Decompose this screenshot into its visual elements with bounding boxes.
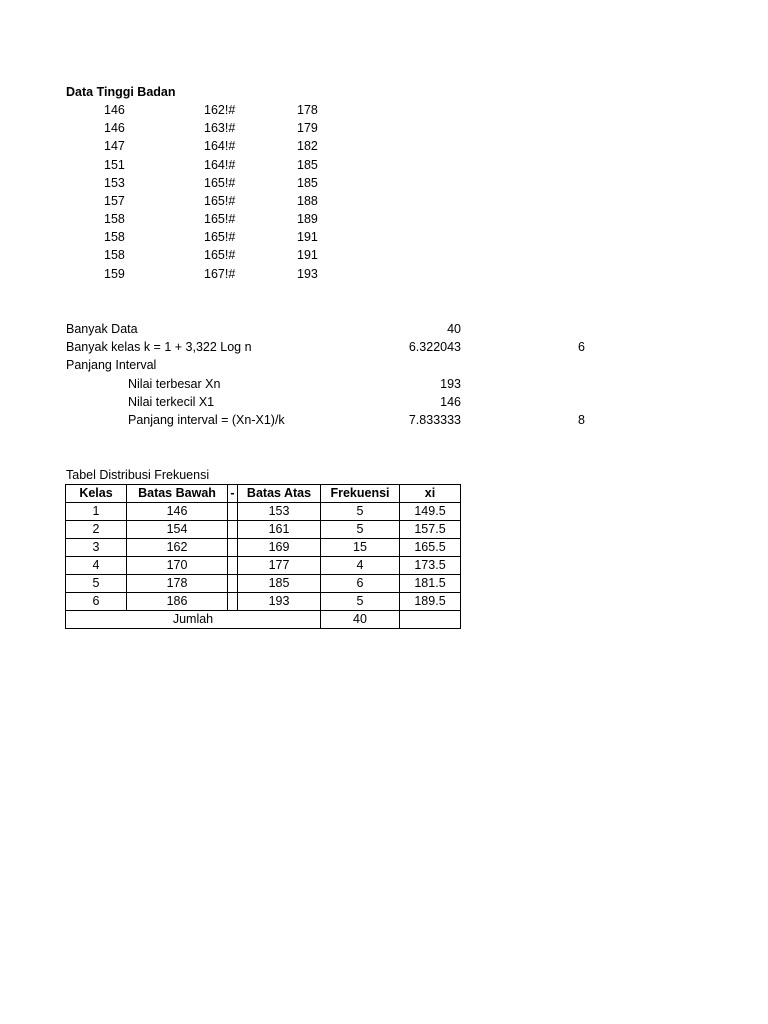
cell-batas-bawah: 186 [127,593,228,611]
data-cell: 191 [297,248,318,262]
cell-frekuensi: 5 [321,521,400,539]
data-cell: 164!# [204,158,236,172]
data-cell: 162!# [204,103,236,117]
data-cell: 178 [297,103,318,117]
table-total-row [66,611,461,629]
data-cell: 179 [297,121,318,135]
data-cell: 165!# [204,176,236,190]
data-cell: 165!# [204,248,236,262]
cell-batas-atas: 185 [238,575,321,593]
cell-kelas: 1 [66,503,127,521]
nilai-terbesar-value: 193 [440,377,461,391]
header-batas-atas: Batas Atas [238,485,321,503]
data-cell: 158 [104,230,125,244]
cell-batas-atas: 169 [238,539,321,557]
banyak-data-value: 40 [447,322,461,336]
panjang-interval-label: Panjang Interval [66,358,157,372]
cell-batas-atas: 161 [238,521,321,539]
data-cell: 185 [297,158,318,172]
cell-xi: 181.5 [400,575,461,593]
cell-xi: 173.5 [400,557,461,575]
rumus-value: 7.833333 [408,413,461,427]
data-cell: 165!# [204,212,236,226]
cell-batas-atas: 193 [238,593,321,611]
cell-jumlah-label: Jumlah [66,611,321,629]
header-frekuensi: Frekuensi [321,485,400,503]
cell-kelas: 4 [66,557,127,575]
cell-xi: 165.5 [400,539,461,557]
data-cell: 159 [104,267,125,281]
banyak-kelas-value: 6.322043 [408,340,461,354]
header-batas-bawah: Batas Bawah [127,485,228,503]
cell-jumlah-value: 40 [321,611,400,629]
cell-frekuensi: 15 [321,539,400,557]
header-dash: - [228,485,238,503]
data-cell: 165!# [204,230,236,244]
data-cell: 165!# [204,194,236,208]
header-xi: xi [400,485,461,503]
table-row [66,575,461,593]
freq-table-title: Tabel Distribusi Frekuensi [66,468,210,482]
data-cell: 164!# [204,139,236,153]
cell-xi: 189.5 [400,593,461,611]
table-row [66,593,461,611]
table-row [66,521,461,539]
cell-batas-bawah: 154 [127,521,228,539]
cell-kelas: 3 [66,539,127,557]
data-cell: 158 [104,248,125,262]
cell-xi: 157.5 [400,521,461,539]
cell-frekuensi: 5 [321,503,400,521]
data-cell: 153 [104,176,125,190]
data-cell: 146 [104,103,125,117]
rumus-label: Panjang interval = (Xn-X1)/k [128,413,285,427]
cell-kelas: 2 [66,521,127,539]
data-cell: 188 [297,194,318,208]
cell-batas-bawah: 178 [127,575,228,593]
data-cell: 158 [104,212,125,226]
banyak-data-label: Banyak Data [66,322,138,336]
cell-batas-bawah: 162 [127,539,228,557]
frequency-table [65,484,461,629]
rumus-rounded: 8 [578,413,585,427]
table-row [66,557,461,575]
data-cell: 193 [297,267,318,281]
header-kelas: Kelas [66,485,127,503]
banyak-kelas-rounded: 6 [578,340,585,354]
data-cell: 157 [104,194,125,208]
cell-dash [228,593,238,611]
cell-frekuensi: 4 [321,557,400,575]
table-row [66,503,461,521]
nilai-terkecil-value: 146 [440,395,461,409]
cell-kelas: 5 [66,575,127,593]
cell-frekuensi: 5 [321,593,400,611]
data-cell: 191 [297,230,318,244]
data-cell: 146 [104,121,125,135]
data-cell: 147 [104,139,125,153]
cell-batas-atas: 177 [238,557,321,575]
cell-dash [228,503,238,521]
data-cell: 189 [297,212,318,226]
banyak-kelas-label: Banyak kelas k = 1 + 3,322 Log n [66,340,252,354]
cell-xi: 149.5 [400,503,461,521]
cell-dash [228,521,238,539]
data-cell: 151 [104,158,125,172]
cell-dash [228,539,238,557]
nilai-terkecil-label: Nilai terkecil X1 [128,395,215,409]
cell-dash [228,575,238,593]
cell-frekuensi: 6 [321,575,400,593]
data-cell: 163!# [204,121,236,135]
nilai-terbesar-label: Nilai terbesar Xn [128,377,221,391]
data-cell: 167!# [204,267,236,281]
cell-batas-bawah: 146 [127,503,228,521]
cell-batas-bawah: 170 [127,557,228,575]
table-header-row [66,485,461,503]
data-cell: 182 [297,139,318,153]
data-heading: Data Tinggi Badan [66,85,176,99]
cell-dash [228,557,238,575]
cell-kelas: 6 [66,593,127,611]
cell-jumlah-xi [400,611,461,629]
cell-batas-atas: 153 [238,503,321,521]
data-cell: 185 [297,176,318,190]
table-row [66,539,461,557]
